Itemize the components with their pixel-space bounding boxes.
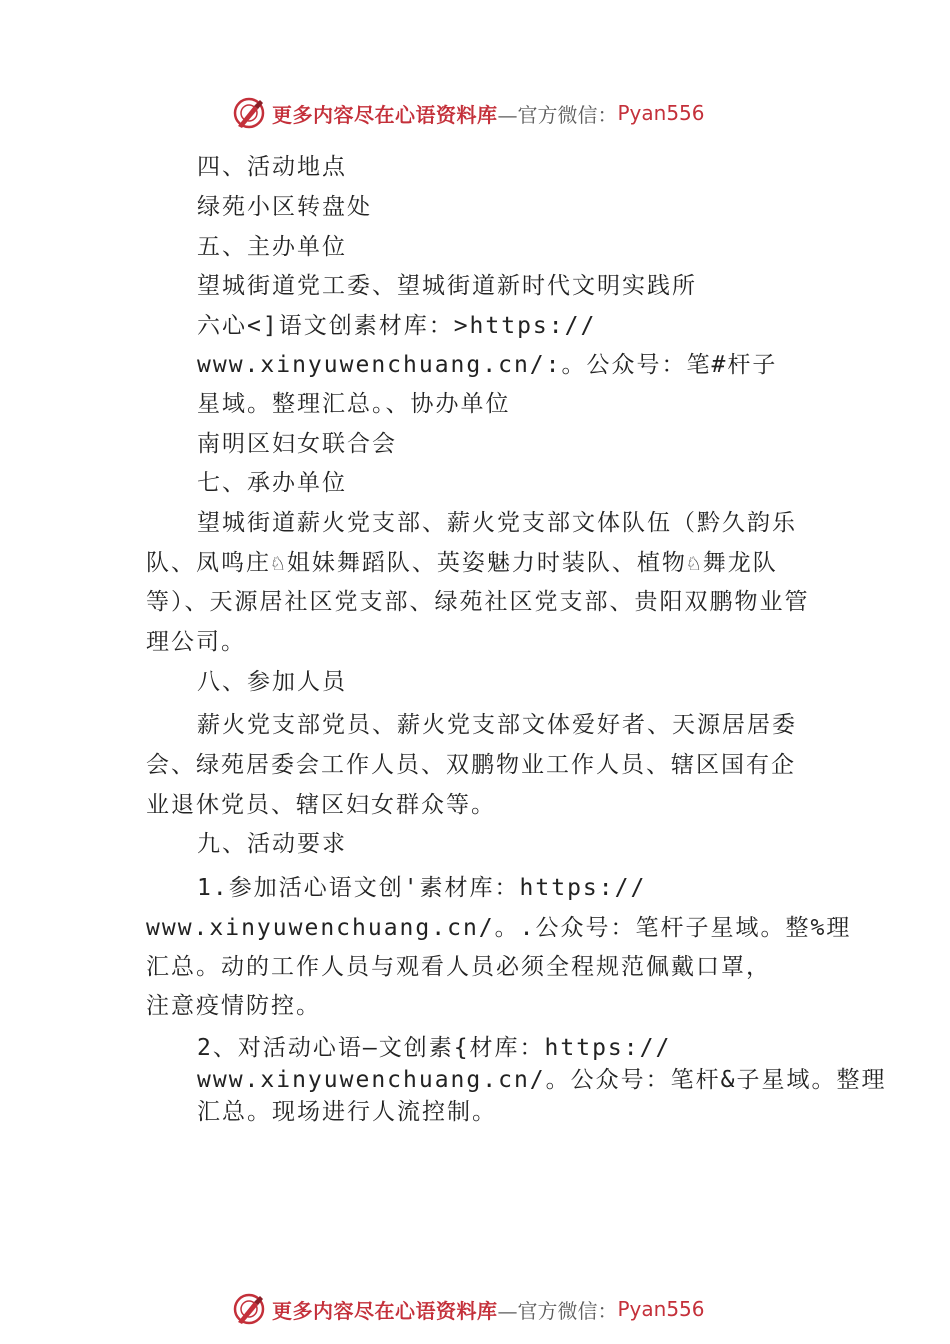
body-line: 注意疫情防控。	[146, 993, 321, 1019]
body-line: 2、对活动心语—文创素{材库：https://	[197, 1035, 672, 1061]
body-line: 业退休党员、辖区妇女群众等。	[146, 792, 496, 818]
section-heading: 九、活动要求	[197, 831, 347, 857]
body-line: 六心<]语文创素材库：>https://	[197, 313, 597, 339]
section-heading: 七、承办单位	[197, 470, 347, 496]
banner-separator: —官方微信：	[497, 102, 618, 127]
body-line: www.xinyuwenchuang.cn/:。公众号：笔#杆子	[197, 352, 778, 378]
section-heading: 五、主办单位	[197, 234, 347, 260]
banner-wechat-id: Pyan556	[617, 1297, 705, 1321]
body-line: www.xinyuwenchuang.cn/。.公众号：笔杆子星域。整%理	[146, 915, 852, 941]
section-heading: 八、参加人员	[197, 669, 347, 695]
body-line: 会、绿苑居委会工作人员、双鹏物业工作人员、辖区国有企	[146, 752, 796, 778]
body-line: 星域。整理汇总。、协办单位	[197, 391, 511, 417]
body-line: 望城街道薪火党支部、薪火党支部文体队伍（黔久韵乐	[197, 510, 797, 536]
body-line: 南明区妇女联合会	[197, 431, 397, 457]
section-heading: 四、活动地点	[197, 154, 347, 180]
banner-title: 更多内容尽在心语资料库	[272, 102, 498, 127]
body-line: 汇总。动的工作人员与观看人员必须全程规范佩戴口罩，	[146, 954, 771, 980]
footer-banner	[232, 1291, 705, 1327]
pen-logo-icon	[232, 1292, 266, 1326]
banner-title: 更多内容尽在心语资料库	[272, 1298, 498, 1323]
body-line: 望城街道党工委、望城街道新时代文明实践所	[197, 273, 697, 299]
banner-wechat-id: Pyan556	[617, 101, 705, 125]
body-line: 汇总。现场进行人流控制。	[197, 1099, 497, 1125]
pen-logo-icon	[232, 96, 266, 130]
body-line: www.xinyuwenchuang.cn/。公众号：笔杆&子星域。整理	[197, 1067, 887, 1093]
body-line: 薪火党支部党员、薪火党支部文体爱好者、天源居居委	[197, 712, 797, 738]
body-line: 1.参加活心语文创'素材库：https://	[197, 875, 647, 901]
banner-separator: —官方微信：	[497, 1298, 618, 1323]
body-line: 队、凤鸣庄♘姐妹舞蹈队、英姿魅力时装队、植物♘舞龙队	[146, 550, 778, 576]
body-line: 绿苑小区转盘处	[197, 194, 372, 220]
body-line: 理公司。	[146, 629, 246, 655]
body-line: 等）、天源居社区党支部、绿苑社区党支部、贵阳双鹏物业管	[146, 589, 810, 615]
header-banner	[232, 95, 705, 131]
